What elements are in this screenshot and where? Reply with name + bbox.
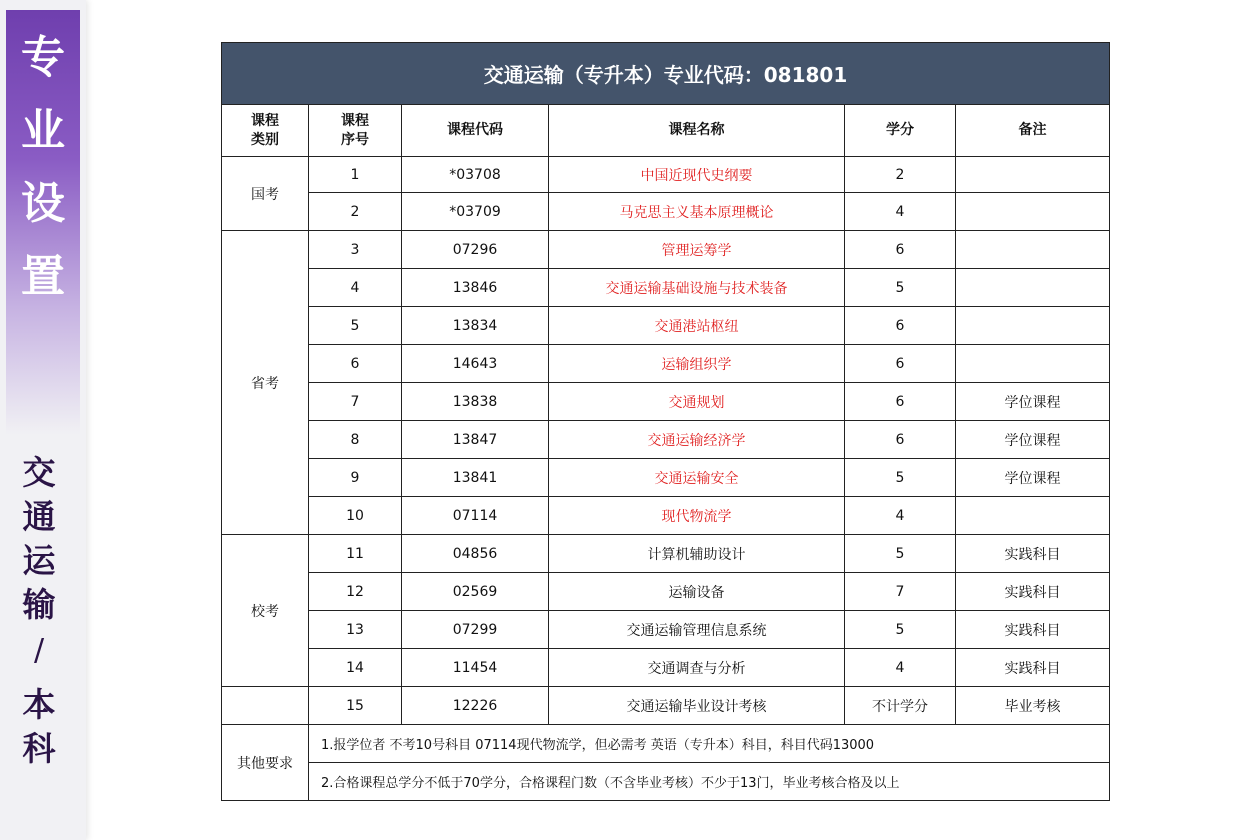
cell-note	[956, 231, 1110, 269]
cell-name: 中国近现代史纲要	[549, 157, 845, 193]
cell-seq: 12	[309, 573, 402, 611]
cell-note: 学位课程	[956, 383, 1110, 421]
cell-credits: 5	[845, 459, 956, 497]
cell-note: 学位课程	[956, 459, 1110, 497]
cell-seq: 8	[309, 421, 402, 459]
cell-seq: 9	[309, 459, 402, 497]
cell-name: 管理运筹学	[549, 231, 845, 269]
cell-note	[956, 345, 1110, 383]
cell-note	[956, 269, 1110, 307]
table-row	[222, 269, 1110, 307]
cell-code: 02569	[402, 573, 549, 611]
cell-code: 11454	[402, 649, 549, 687]
cell-name: 计算机辅助设计	[549, 535, 845, 573]
header-category: 课程 类别	[222, 105, 309, 157]
cell-credits: 6	[845, 345, 956, 383]
sidebar	[0, 0, 86, 840]
section-banner	[6, 10, 80, 435]
table-row	[222, 687, 1110, 725]
cell-seq: 15	[309, 687, 402, 725]
cell-seq: 5	[309, 307, 402, 345]
cell-credits: 6	[845, 307, 956, 345]
cell-seq: 7	[309, 383, 402, 421]
cell-note	[956, 193, 1110, 231]
header-code: 课程代码	[402, 105, 549, 157]
cell-seq: 2	[309, 193, 402, 231]
table-row	[222, 307, 1110, 345]
cell-name: 交通运输基础设施与技术装备	[549, 269, 845, 307]
banner-char: 置	[21, 251, 65, 302]
cell-credits: 4	[845, 649, 956, 687]
cell-note: 实践科目	[956, 535, 1110, 573]
header-credits: 学分	[845, 105, 956, 157]
cell-name: 交通港站枢纽	[549, 307, 845, 345]
cell-name: 运输组织学	[549, 345, 845, 383]
cell-credits: 4	[845, 193, 956, 231]
table-row	[222, 193, 1110, 231]
cell-seq: 10	[309, 497, 402, 535]
table-row	[222, 535, 1110, 573]
cell-note: 实践科目	[956, 573, 1110, 611]
cell-seq: 11	[309, 535, 402, 573]
cell-name: 交通运输管理信息系统	[549, 611, 845, 649]
cell-code: 13838	[402, 383, 549, 421]
cell-code: *03708	[402, 157, 549, 193]
cell-code: *03709	[402, 193, 549, 231]
requirement-text: 1.报学位者 不考10号科目 07114现代物流学，但必需考 英语（专升本）科目，科目代码13000	[309, 725, 1110, 763]
cell-credits: 6	[845, 421, 956, 459]
cell-credits: 6	[845, 231, 956, 269]
cell-name: 交通运输安全	[549, 459, 845, 497]
cell-credits: 2	[845, 157, 956, 193]
group-provincial: 省考	[222, 231, 309, 535]
cell-code: 07296	[402, 231, 549, 269]
cell-name: 交通运输毕业设计考核	[549, 687, 845, 725]
cell-code: 13847	[402, 421, 549, 459]
cell-name: 运输设备	[549, 573, 845, 611]
banner-char: 专	[21, 32, 65, 83]
group-national: 国考	[222, 157, 309, 231]
table-row	[222, 649, 1110, 687]
cell-credits: 5	[845, 535, 956, 573]
cell-credits: 5	[845, 269, 956, 307]
header-note: 备注	[956, 105, 1110, 157]
table-row	[222, 383, 1110, 421]
table-row	[222, 345, 1110, 383]
header-name: 课程名称	[549, 105, 845, 157]
cell-note: 实践科目	[956, 611, 1110, 649]
header-row	[222, 105, 1110, 157]
cell-code: 14643	[402, 345, 549, 383]
banner-char: 业	[21, 105, 65, 156]
table-row	[222, 157, 1110, 193]
group-blank	[222, 687, 309, 725]
requirement-row	[222, 725, 1110, 763]
cell-code: 13841	[402, 459, 549, 497]
cell-name: 现代物流学	[549, 497, 845, 535]
cell-seq: 4	[309, 269, 402, 307]
group-other: 其他要求	[222, 725, 309, 801]
cell-note	[956, 497, 1110, 535]
vertical-char: 通	[22, 497, 56, 536]
cell-note	[956, 157, 1110, 193]
cell-name: 马克思主义基本原理概论	[549, 193, 845, 231]
requirement-row	[222, 763, 1110, 801]
requirement-text: 2.合格课程总学分不低于70学分，合格课程门数（不含毕业考核）不少于13门，毕业考核合格及以上	[309, 763, 1110, 801]
banner-char: 设	[21, 178, 65, 229]
header-seq: 课程 序号	[309, 105, 402, 157]
vertical-char: 输	[22, 585, 56, 624]
cell-name: 交通运输经济学	[549, 421, 845, 459]
table-row	[222, 573, 1110, 611]
cell-credits: 6	[845, 383, 956, 421]
cell-seq: 3	[309, 231, 402, 269]
cell-name: 交通调查与分析	[549, 649, 845, 687]
course-table	[221, 42, 1110, 801]
cell-seq: 1	[309, 157, 402, 193]
cell-credits: 7	[845, 573, 956, 611]
cell-credits: 4	[845, 497, 956, 535]
vertical-char: 运	[22, 541, 56, 580]
major-vertical-label	[18, 453, 60, 776]
vertical-char: 交	[22, 453, 56, 492]
cell-code: 12226	[402, 687, 549, 725]
table-title: 交通运输（专升本）专业代码：081801	[222, 43, 1110, 105]
table-row	[222, 497, 1110, 535]
cell-name: 交通规划	[549, 383, 845, 421]
cell-code: 07114	[402, 497, 549, 535]
cell-note: 实践科目	[956, 649, 1110, 687]
cell-code: 07299	[402, 611, 549, 649]
vertical-char: 科	[22, 729, 56, 768]
cell-credits: 5	[845, 611, 956, 649]
table-row	[222, 459, 1110, 497]
cell-note	[956, 307, 1110, 345]
cell-code: 04856	[402, 535, 549, 573]
cell-code: 13834	[402, 307, 549, 345]
cell-note: 毕业考核	[956, 687, 1110, 725]
cell-seq: 6	[309, 345, 402, 383]
group-school: 校考	[222, 535, 309, 687]
table-row	[222, 611, 1110, 649]
cell-seq: 14	[309, 649, 402, 687]
cell-note: 学位课程	[956, 421, 1110, 459]
vertical-separator: /	[33, 633, 45, 668]
table-row	[222, 421, 1110, 459]
cell-credits: 不计学分	[845, 687, 956, 725]
vertical-char: 本	[22, 685, 56, 724]
table-row	[222, 231, 1110, 269]
cell-code: 13846	[402, 269, 549, 307]
cell-seq: 13	[309, 611, 402, 649]
